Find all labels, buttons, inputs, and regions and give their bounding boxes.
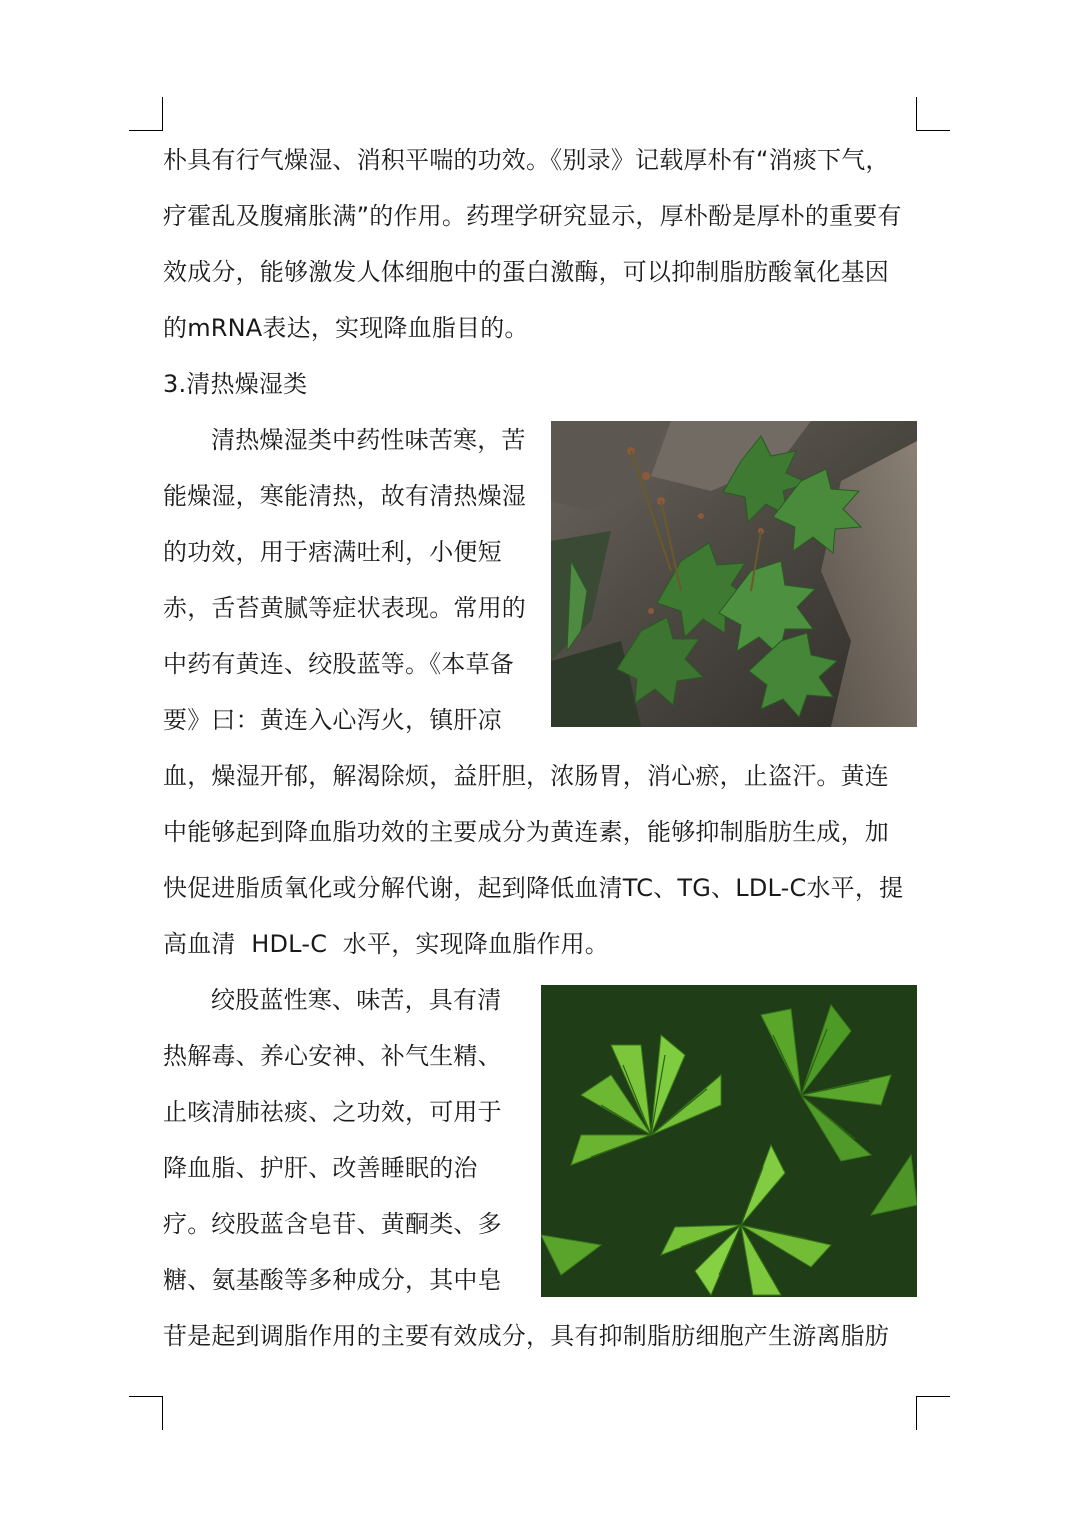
section-heading: 3.清热燥湿类 bbox=[163, 370, 308, 398]
body-line: 的mRNA表达，实现降血脂目的。 bbox=[163, 314, 529, 342]
body-line: 的功效，用于痞满吐利，小便短 bbox=[163, 538, 502, 566]
crop-mark-bottom-left-h bbox=[129, 1396, 163, 1397]
body-line: 止咳清肺祛痰、之功效，可用于 bbox=[163, 1098, 502, 1126]
body-line: 疗霍乱及腹痛胀满”的作用。药理学研究显示，厚朴酚是厚朴的重要有 bbox=[163, 202, 902, 230]
body-line: 降血脂、护肝、改善睡眠的治 bbox=[163, 1154, 478, 1182]
body-line: 要》曰：黄连入心泻火，镇肝凉 bbox=[163, 706, 502, 734]
body-line: 效成分，能够激发人体细胞中的蛋白激酶，可以抑制脂肪酸氧化基因 bbox=[163, 258, 889, 286]
crop-mark-bottom-left-v bbox=[162, 1396, 163, 1430]
body-line: 朴具有行气燥湿、消积平喘的功效。《别录》记载厚朴有“消痰下气， bbox=[163, 146, 890, 174]
body-line: 热解毒、养心安神、补气生精、 bbox=[163, 1042, 502, 1070]
body-line: 能燥湿，寒能清热，故有清热燥湿 bbox=[163, 482, 526, 510]
body-line: 中能够起到降血脂功效的主要成分为黄连素，能够抑制脂肪生成，加 bbox=[163, 818, 889, 846]
body-line: 血，燥湿开郁，解渴除烦，益肝胆，浓肠胃，消心瘀，止盗汗。黄连 bbox=[163, 762, 889, 790]
body-line: 快促进脂质氧化或分解代谢，起到降低血清TC、TG、LDL-C水平，提 bbox=[163, 874, 904, 902]
crop-mark-bottom-right-h bbox=[916, 1396, 950, 1397]
crop-mark-top-right-h bbox=[916, 130, 950, 131]
body-line: 绞股蓝性寒、味苦，具有清 bbox=[211, 986, 502, 1014]
crop-mark-top-right-v bbox=[916, 97, 917, 131]
crop-mark-top-left-h bbox=[129, 130, 163, 131]
body-line: 清热燥湿类中药性味苦寒，苦 bbox=[211, 426, 526, 454]
jiaogulan-plant-photo bbox=[541, 985, 917, 1297]
body-line: 苷是起到调脂作用的主要有效成分，具有抑制脂肪细胞产生游离脂肪 bbox=[163, 1322, 889, 1350]
body-line: 中药有黄连、绞股蓝等。《本草备 bbox=[163, 650, 514, 678]
crop-mark-top-left-v bbox=[162, 97, 163, 131]
crop-mark-bottom-right-v bbox=[916, 1396, 917, 1430]
body-line: 赤，舌苔黄腻等症状表现。常用的 bbox=[163, 594, 526, 622]
body-line: 高血清 HDL-C 水平，实现降血脂作用。 bbox=[163, 930, 610, 958]
huanglian-plant-photo bbox=[551, 421, 917, 727]
body-line: 糖、氨基酸等多种成分，其中皂 bbox=[163, 1266, 502, 1294]
body-line: 疗。绞股蓝含皂苷、黄酮类、多 bbox=[163, 1210, 502, 1238]
